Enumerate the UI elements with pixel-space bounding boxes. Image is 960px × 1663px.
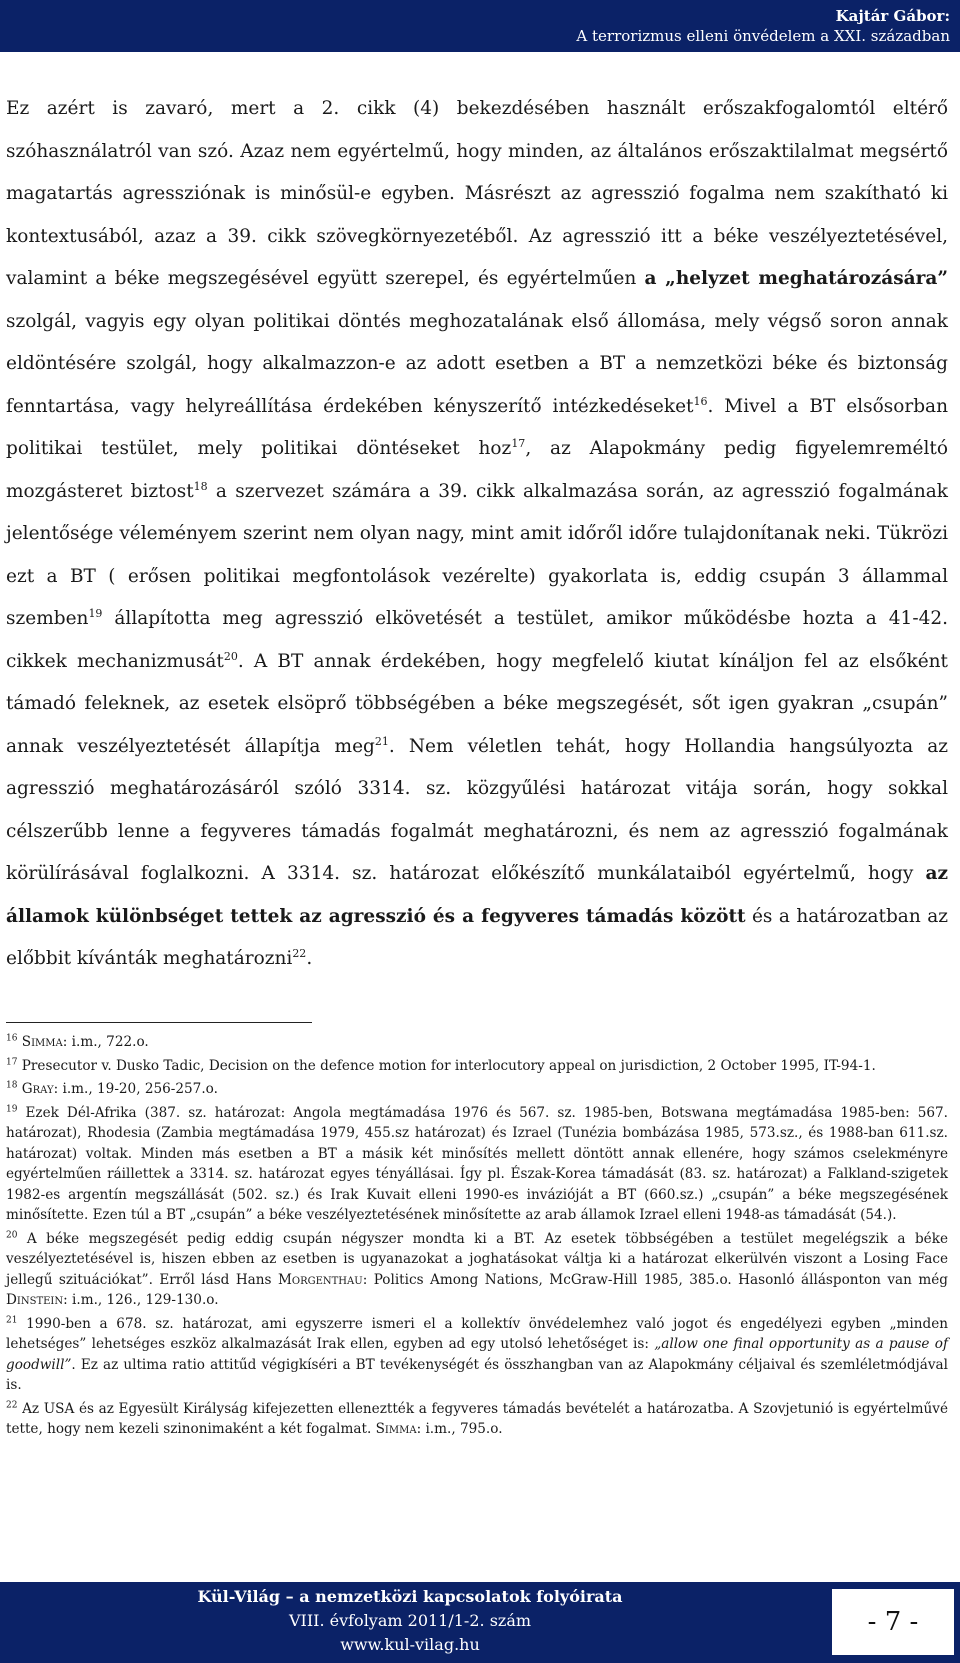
page-number: - 7 - bbox=[832, 1589, 954, 1655]
footnote-16 bbox=[6, 1032, 948, 1053]
body-text: . Nem véletlen tehát, hogy Hollandia hangsúlyozta az agresszió meghatározásáról szóló 3314. sz. közgyűlési határozat vitája során, hogy sokkal célszerűbb lenne a fegyveres támadás fogalmát meghatározni, és nem az agresszió fogalmának körülírásával foglalkozni. A 3314. sz. határozat előkészítő munkálataiból egyértelmű, hogy bbox=[6, 735, 948, 884]
author-name: Dinstein bbox=[6, 1292, 64, 1308]
body-text: állapította meg agresszió elkövetését a testület, amikor működésbe hozta a 41-42. cikkek mechanizmusát bbox=[6, 608, 948, 672]
author-name: Simma bbox=[375, 1421, 417, 1437]
footnote-ref-18[interactable]: 18 bbox=[193, 479, 208, 493]
footnote-number: 21 bbox=[6, 1314, 18, 1325]
footnote-text: 1990-ben a 678. sz. határozat, ami egyszerre ismeri el a kollektív önvédelemhez való jogot és engedélyezi egyben „minden lehetséges” lehetséges eszköz alkalmazását Irak ellen, egyben ad egy utolsó lehetőséget is: bbox=[6, 1315, 948, 1352]
footnote-20 bbox=[6, 1229, 948, 1311]
footnote-text: : i.m., 795.o. bbox=[416, 1421, 503, 1437]
body-bold-text: a „helyzet meghatározására” bbox=[644, 268, 948, 289]
body-text: . A BT annak érdekében, hogy megfelelő kiutat kínáljon fel az elsőként támadó feleknek, az esetek elsöprő többségében a béke megszegését, sőt igen gyakran „csupán” annak veszélyeztetését állapítja meg bbox=[6, 650, 948, 757]
author-name: Morgenthau bbox=[277, 1271, 363, 1288]
footnote-text: : i.m., 19-20, 256-257.o. bbox=[53, 1081, 218, 1097]
body-bold-text: az államok különbséget tettek az agresszió és a fegyveres támadás között bbox=[6, 863, 948, 927]
footnote-22 bbox=[6, 1399, 948, 1440]
footnote-18 bbox=[6, 1079, 948, 1100]
journal-issue: VIII. évfolyam 2011/1-2. szám bbox=[288, 1611, 532, 1630]
page-header bbox=[0, 0, 960, 52]
footer-info bbox=[130, 1585, 690, 1657]
body-text: a szervezet számára a 39. cikk alkalmazása során, az agresszió fogalmának jelentősége véleményem szerint nem olyan nagy, mint amit időről időre tulajdonítanak neki. Tükrözi ezt a BT ( erősen politikai megfontolások vezérelte) gyakorlata is, eddig csupán 3 állammal szemben bbox=[6, 480, 948, 629]
footnote-ref-19[interactable]: 19 bbox=[88, 606, 103, 620]
footnote-ref-20[interactable]: 20 bbox=[223, 649, 238, 663]
footnote-text: : i.m., 126., 129-130.o. bbox=[63, 1292, 219, 1308]
footnote-number: 16 bbox=[6, 1033, 18, 1044]
footnote-ref-21[interactable]: 21 bbox=[374, 734, 389, 748]
footnote-text: Presecutor v. Dusko Tadic, Decision on the defence motion for interlocutory appeal on jurisdiction, 2 October 1995, IT-94-1. bbox=[17, 1057, 876, 1074]
footnote-number: 18 bbox=[6, 1080, 18, 1091]
footnote-ref-17[interactable]: 17 bbox=[511, 436, 526, 450]
page-footer bbox=[0, 1582, 960, 1663]
footnote-number: 17 bbox=[6, 1056, 18, 1067]
footnote-21 bbox=[6, 1314, 948, 1396]
footnote-19 bbox=[6, 1103, 948, 1226]
footnote-text: : Politics Among Nations, McGraw-Hill 1985, 385.o. Hasonló állásponton van még bbox=[362, 1271, 948, 1288]
author-name: Simma bbox=[21, 1034, 63, 1050]
footnote-text: A béke megszegését pedig eddig csupán négyszer mondta ki a BT. Az esetek többségében a testület megelégszik a béke veszélyeztetésével is, hiszen ebben az esetben is ugyanazokat a joghatásokat váltja ki a határozat elkerülvén viszont a Losing Face jellegű szituációkat”. Erről lásd Hans bbox=[6, 1230, 948, 1288]
body-text: . bbox=[306, 948, 313, 969]
body-text: . Mivel a BT elsősorban politikai testület, mely politikai döntéseket hoz bbox=[6, 395, 948, 459]
body-text: és a határozatban az előbbit kívánták meghatározni bbox=[6, 905, 948, 969]
body-text: , az Alapokmány pedig figyelemreméltó mozgásteret biztost bbox=[6, 438, 948, 502]
footnote-text: . Ez az ultima ratio attitűd végigkíséri a BT tevékenységét és összhangban van az Alapokmány céljaival és szemléletmódjával is. bbox=[6, 1356, 948, 1393]
footnote-text: : i.m., 722.o. bbox=[62, 1034, 149, 1050]
footnote-text: Az USA és az Egyesült Királyság kifejezetten elleneztték a fegyveres támadás bevételét a határozatba. A Szovjetunió is egyértelművé tette, hogy nem kezeli szinonimaként a két fogalmat. bbox=[6, 1400, 948, 1437]
body-paragraph bbox=[6, 88, 948, 981]
body-text: szolgál, vagyis egy olyan politikai döntés meghozatalának első állomása, mely végső soron annak eldöntésére szolgál, hogy alkalmazzon-e az adott esetben a BT a nemzetközi béke és biztonság fenntartása, vagy helyreállítása érdekében kényszerítő intézkedéseket bbox=[6, 310, 948, 417]
footnote-divider bbox=[6, 1022, 312, 1023]
footnote-number: 20 bbox=[6, 1229, 18, 1240]
journal-title: Kül-Világ – a nemzetközi kapcsolatok folyóirata bbox=[197, 1587, 623, 1606]
footnote-ref-16[interactable]: 16 bbox=[693, 394, 708, 408]
journal-url[interactable]: www.kul-vilag.hu bbox=[340, 1635, 480, 1654]
footnote-quote: „allow one final opportunity as a pause of goodwill” bbox=[6, 1336, 948, 1373]
footnote-number: 19 bbox=[6, 1103, 18, 1114]
footnote-ref-22[interactable]: 22 bbox=[292, 946, 307, 960]
footnote-text: Ezek Dél-Afrika (387. sz. határozat: Angola megtámadása 1976 és 567. sz. 1985-ben, Botswana megtámadása 1985-ben: 567. határozat), Rhodesia (Zambia megtámadása 1979, 455.sz határozat) és Izrael (Tunézia bombázása 1985, 573.sz., és 1988-ban 611.sz. határozat) voltak. Minden más esetben a BT a másik két minősítés mellett döntött annak ellenére, hogy számos cselekményre egyértelműen ráillettek a 3314. sz. határozat egyes tényállásai. Így pl. Észak-Korea támadását (83. sz. határozat) a Falkland-szigetek 1982-es argentín megszállását (502. sz.) és Irak Kuvait elleni 1990-es invázióját a BT (660.sz.) „csupán” a béke megszegésének minősítette. Ezen túl a BT „csupán” a béke veszélyeztetésének minősítette az arab államok Izrael elleni 1948-as támadását (54.). bbox=[6, 1104, 948, 1223]
header-title: A terrorizmus elleni önvédelem a XXI. században bbox=[576, 27, 950, 45]
body-text: Ez azért is zavaró, mert a 2. cikk (4) bekezdésében használt erőszakfogalomtól eltérő szóhasználatról van szó. Azaz nem egyértelmű, hogy minden, az általános erőszaktilalmat megsértő magatartás agressziónak is minősül-e egyben. Másrészt az agresszió fogalma nem szakítható ki kontextusából, azaz a 39. cikk szövegkörnyezetéből. Az agresszió itt a béke veszélyeztetésével, valamint a béke megszegésével együtt szerepel, és egyértelműen bbox=[6, 98, 948, 289]
author-name: Gray bbox=[21, 1081, 54, 1097]
header-author: Kajtár Gábor: bbox=[835, 7, 950, 25]
footnote-17 bbox=[6, 1056, 948, 1077]
footnotes bbox=[6, 1032, 948, 1443]
footnote-number: 22 bbox=[6, 1399, 18, 1410]
